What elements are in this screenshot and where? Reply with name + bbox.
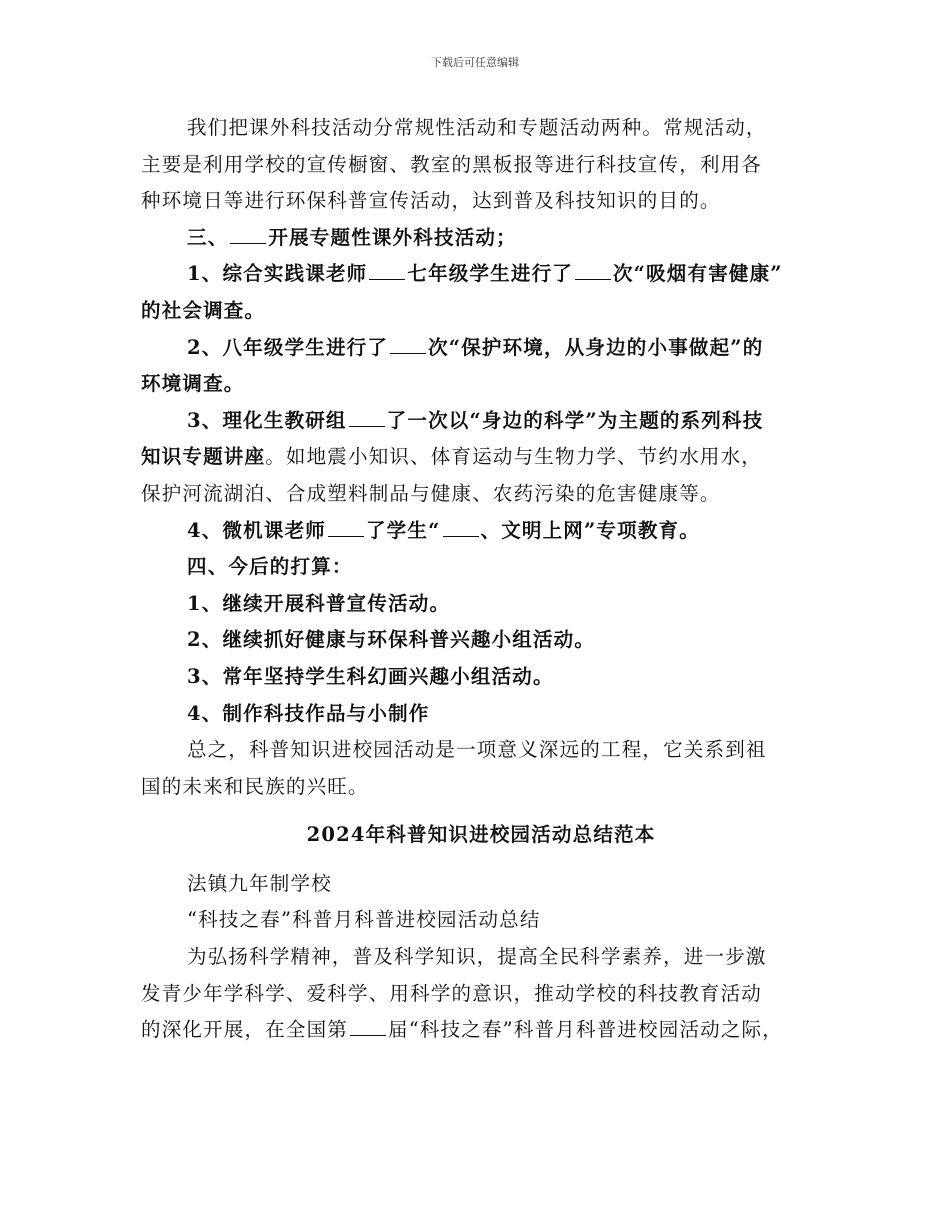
bold-text: 2、八年级学生进行了 <box>187 335 389 359</box>
bold-text: 七年级学生进行了 <box>407 262 573 286</box>
fill-in-blank <box>575 263 611 280</box>
text-run: 主要是利用学校的宣传橱窗、教室的黑板报等进行科技宣传，利用各 <box>141 152 763 176</box>
text-run: 我们把课外科技活动分常规性活动和专题活动两种。常规活动， <box>187 116 767 139</box>
text-run: 总之，科普知识进校园活动是一项意义深远的工程，它关系到祖 <box>187 738 767 762</box>
text-line <box>141 330 821 367</box>
text-line <box>141 439 821 476</box>
text-run: 届“科技之春”科普月科普进校园活动之际， <box>388 1018 783 1042</box>
text-run: 国的未来和民族的兴旺。 <box>141 774 369 798</box>
bold-text: 次“保护环境，从身边的小事做起”的 <box>428 335 764 359</box>
text-line <box>141 939 821 976</box>
fill-in-blank <box>230 227 266 244</box>
text-line <box>141 902 821 939</box>
bold-text: 四、今后的打算： <box>187 555 353 579</box>
bold-text: 了一次以“身边的科学”为主题的系列科技 <box>386 408 764 432</box>
bold-text: 次“吸烟有害健康” <box>612 262 783 286</box>
fill-in-blank <box>369 263 405 280</box>
fill-in-blank <box>350 1019 386 1036</box>
bold-text: 的社会调查。 <box>141 298 266 322</box>
text-line <box>141 403 821 440</box>
text-line <box>141 622 821 659</box>
text-line <box>141 1012 821 1049</box>
text-line <box>141 183 821 220</box>
document-body <box>141 110 821 1049</box>
text-line <box>141 549 821 586</box>
text-line <box>141 659 821 696</box>
bold-text: 3、理化生教研组 <box>187 408 347 432</box>
bold-text: 知识专题讲座 <box>141 445 266 469</box>
text-line <box>141 732 821 769</box>
header-note: 下载后可任意编辑 <box>431 56 519 69</box>
text-run: 种环境日等进行环保科普宣传活动，达到普及科技知识的目的。 <box>141 189 721 213</box>
text-run: 保护河流湖泊、合成塑料制品与健康、农药污染的危害健康等。 <box>141 481 721 505</box>
bold-text: 3、常年坚持学生科幻画兴趣小组活动。 <box>187 664 554 688</box>
text-run: 。如地震小知识、体育运动与生物力学、节约水用水， <box>265 445 763 469</box>
fill-in-blank <box>349 410 385 427</box>
text-line <box>141 476 821 513</box>
text-line <box>141 220 821 257</box>
text-run: 的深化开展，在全国第 <box>141 1018 349 1042</box>
text-line <box>141 110 821 147</box>
bold-text: 环境调查。 <box>141 372 245 396</box>
text-line <box>141 513 821 550</box>
text-line <box>141 366 821 403</box>
text-line <box>141 866 821 903</box>
fill-in-blank <box>328 520 364 537</box>
bold-text: 4、微机课老师 <box>187 518 326 542</box>
text-line <box>141 696 821 733</box>
text-line <box>141 256 821 293</box>
bold-text: 开展专题性课外科技活动； <box>268 225 517 249</box>
text-line <box>141 147 821 184</box>
bold-text: 1、综合实践课老师 <box>187 262 368 286</box>
bold-text: 、文明上网”专项教育。 <box>480 518 700 542</box>
bold-text: 三、 <box>187 225 229 249</box>
text-line <box>141 769 821 806</box>
text-run: 为弘扬科学精神，普及科学知识，提高全民科学素养，进一步激 <box>187 945 767 969</box>
text-run: 法镇九年制学校 <box>187 871 332 895</box>
bold-text: 1、继续开展科普宣传活动。 <box>187 591 451 615</box>
text-line <box>141 586 821 623</box>
fill-in-blank <box>443 520 479 537</box>
section-title: 2024年科普知识进校园活动总结范本 <box>306 823 656 847</box>
text-run: “科技之春”科普月科普进校园活动总结 <box>187 908 541 932</box>
text-line <box>141 976 821 1013</box>
bold-text: 4、制作科技作品与小制作 <box>187 701 430 725</box>
text-line <box>141 293 821 330</box>
fill-in-blank <box>390 337 426 354</box>
text-run: 发青少年学科学、爱科学、用科学的意识，推动学校的科技教育活动 <box>141 981 763 1005</box>
bold-text: 了学生“ <box>365 518 441 542</box>
bold-text: 2、继续抓好健康与环保科普兴趣小组活动。 <box>187 628 596 652</box>
